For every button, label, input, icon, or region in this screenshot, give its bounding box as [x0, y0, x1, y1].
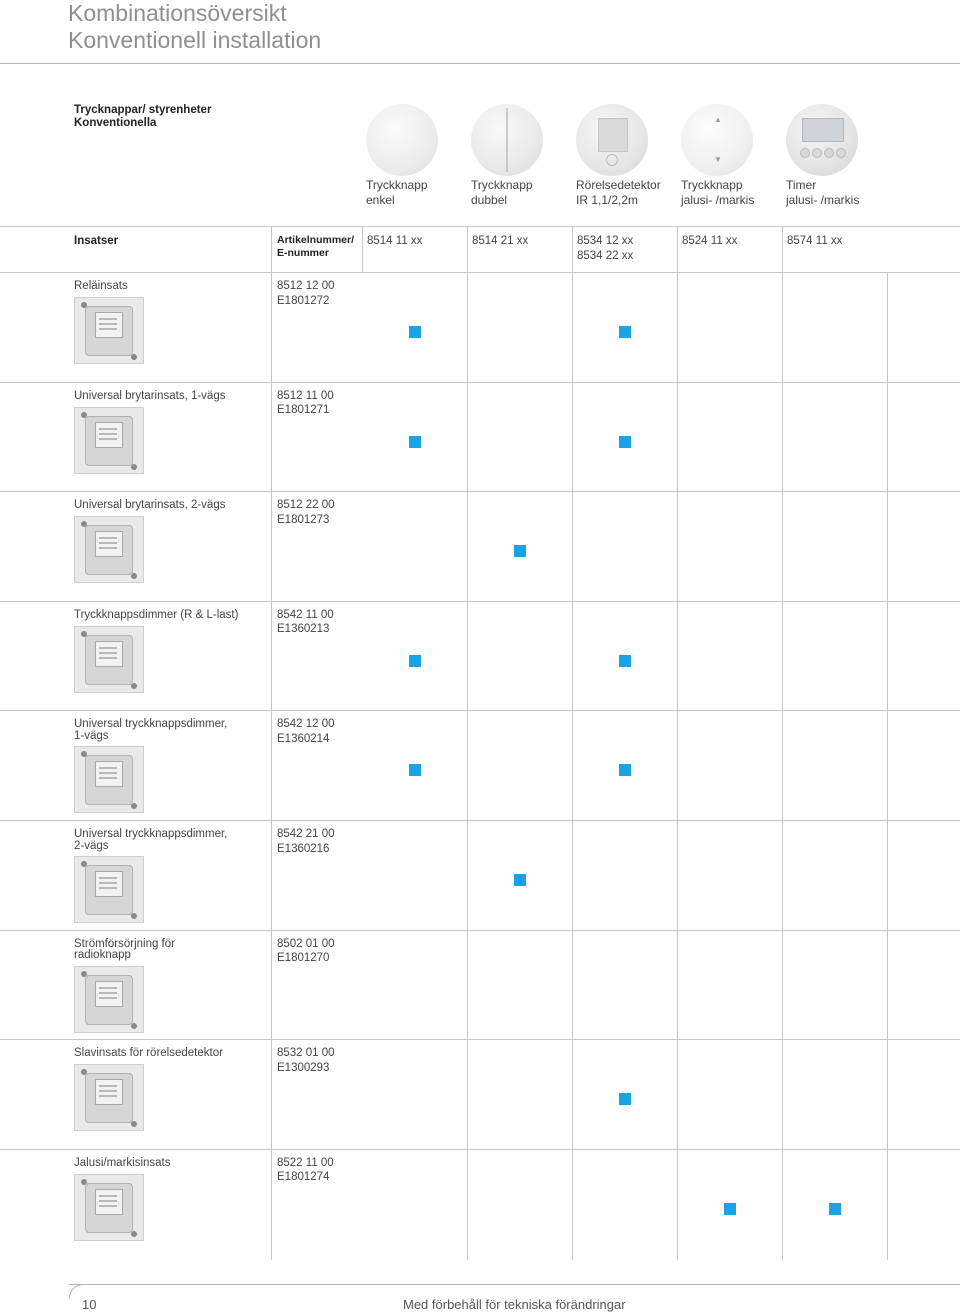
insert-name-line-1: Universal brytarinsats, 1-vägs: [74, 389, 226, 402]
product-label-line-1: Tryckknapp: [471, 178, 533, 192]
insert-module: [95, 1079, 123, 1105]
insert-image: [74, 1174, 144, 1241]
row-divider: [0, 820, 960, 821]
insert-name-line-1: Slavinsats för rörelsedetektor: [74, 1047, 223, 1060]
page-number: 10: [82, 1297, 97, 1312]
row-divider: [0, 710, 960, 711]
e-number-value: E1360213: [277, 623, 330, 636]
column-header: [367, 234, 422, 249]
insert-name: [74, 829, 264, 852]
column-header-line-1: 8514 11 xx: [367, 235, 423, 247]
article-number-value: 8512 11 00: [277, 389, 334, 402]
insert-name-line-1: Tryckknappsdimmer (R & L-last): [74, 608, 239, 621]
article-number: [277, 1156, 334, 1185]
screw-icon: [81, 302, 87, 308]
page-title: [68, 0, 321, 54]
inserts-header: Insatser: [74, 235, 119, 247]
insert-name-line-1: Jalusi/markisinsats: [74, 1156, 171, 1169]
article-number-value: 8542 21 00: [277, 828, 335, 840]
product-motion-detector: [576, 104, 681, 207]
compatibility-marker: [619, 326, 631, 338]
column-header-line-1: 8574 11 xx: [787, 235, 843, 247]
compatibility-marker: [829, 1203, 841, 1215]
insert-name-line-1: Strömförsörjning för: [74, 937, 175, 950]
e-number-value: E1801270: [277, 952, 330, 965]
insert-module: [95, 312, 123, 338]
column-divider: [362, 226, 363, 272]
insert-name: [74, 1048, 264, 1060]
insert-image: [74, 856, 144, 923]
article-number: [277, 1046, 335, 1075]
footer-rule: [69, 1284, 960, 1285]
article-header-line-1: Artikelnummer/: [277, 234, 355, 246]
e-number-value: E1801272: [277, 294, 330, 307]
article-number-value: 8532 01 00: [277, 1047, 335, 1060]
timer-button: [836, 148, 846, 158]
compatibility-marker: [409, 655, 421, 667]
product-label: [471, 178, 533, 208]
timer-display: [802, 118, 844, 142]
e-number-value: E1360216: [277, 842, 330, 855]
compatibility-marker: [619, 436, 631, 448]
e-number-value: E1300293: [277, 1061, 330, 1074]
insert-name: [74, 610, 264, 622]
section-label-line-1: Trycknappar/ styrenheter: [74, 104, 212, 116]
e-number-value: E1360214: [277, 732, 330, 745]
row-divider: [0, 601, 960, 602]
article-number: [277, 717, 335, 746]
screw-icon: [81, 631, 87, 637]
insert-name: [74, 281, 264, 293]
product-label-line-2: enkel: [366, 193, 395, 207]
insert-module: [95, 981, 123, 1007]
screw-icon: [81, 1179, 87, 1185]
screw-icon: [131, 573, 137, 579]
product-label: [786, 178, 859, 208]
insert-name-line-2: radioknapp: [74, 949, 131, 962]
screw-icon: [131, 1023, 137, 1029]
product-blind-switch: [681, 104, 786, 207]
e-number-value: E1801273: [277, 513, 330, 526]
insert-name-line-2: 1-vägs: [74, 729, 109, 742]
screw-icon: [131, 1231, 137, 1237]
insert-image: [74, 966, 144, 1033]
screw-icon: [131, 1121, 137, 1127]
arrow-down-icon: ▼: [714, 155, 722, 164]
product-label-line-2: jalusi- /markis: [681, 193, 755, 207]
timer-image: [786, 104, 858, 176]
row-divider: [0, 930, 960, 931]
insert-image: [74, 297, 144, 364]
insert-module: [95, 531, 123, 557]
screw-icon: [131, 464, 137, 470]
article-number: [277, 608, 334, 637]
insert-image: [74, 746, 144, 813]
product-label-line-1: Tryckknapp: [366, 178, 428, 192]
screw-icon: [81, 861, 87, 867]
row-divider: [0, 272, 960, 273]
compatibility-marker: [619, 1093, 631, 1105]
article-number: [277, 389, 334, 418]
footer-corner: [69, 1284, 83, 1298]
screw-icon: [131, 683, 137, 689]
ir-motion-detector-image: [576, 104, 648, 176]
product-label-line-2: dubbel: [471, 193, 508, 207]
insert-name-line-2: 2-vägs: [74, 839, 109, 852]
section-label: [74, 104, 211, 130]
screw-icon: [81, 412, 87, 418]
arrow-up-icon: ▲: [714, 115, 722, 124]
screw-icon: [131, 354, 137, 360]
compatibility-marker: [409, 326, 421, 338]
product-label: [681, 178, 754, 208]
table-top-rule: [0, 226, 960, 227]
article-number-value: 8522 11 00: [277, 1156, 334, 1169]
product-label-line-1: Timer: [786, 178, 817, 192]
product-label-line-2: jalusi- /markis: [786, 193, 860, 207]
detector-lens: [598, 118, 628, 152]
insert-module: [95, 871, 123, 897]
row-divider: [0, 382, 960, 383]
insert-name: [74, 500, 264, 512]
product-timer: [786, 104, 891, 207]
product-label-line-2: IR 1,1/2,2m: [576, 193, 639, 207]
insert-image: [74, 407, 144, 474]
compatibility-marker: [409, 764, 421, 776]
screw-icon: [131, 913, 137, 919]
screw-icon: [81, 971, 87, 977]
footer-note: Med förbehåll för tekniska förändringar: [403, 1297, 626, 1312]
insert-name: [74, 1158, 264, 1170]
single-rocker-image: [366, 104, 438, 176]
article-number: [277, 498, 335, 527]
column-header: [787, 234, 842, 249]
timer-button: [812, 148, 822, 158]
article-number: [277, 827, 335, 856]
row-divider: [0, 1149, 960, 1150]
insert-name: [74, 719, 264, 742]
insert-module: [95, 422, 123, 448]
compatibility-marker: [514, 874, 526, 886]
compatibility-marker: [409, 436, 421, 448]
insert-name-line-1: Universal tryckknappsdimmer,: [74, 718, 228, 731]
article-number-value: 8512 22 00: [277, 499, 335, 512]
insert-name: [74, 939, 264, 962]
insert-module: [95, 641, 123, 667]
product-label-line-1: Tryckknapp: [681, 178, 743, 192]
insert-name-line-1: Universal tryckknappsdimmer,: [74, 828, 228, 840]
detector-button: [606, 154, 618, 166]
title-line-1: Kombinationsöversikt: [68, 0, 287, 26]
column-divider: [887, 272, 888, 1260]
insert-name: [74, 391, 264, 403]
product-single-rocker: [366, 104, 471, 207]
column-header-line-2: 8534 22 xx: [577, 249, 634, 262]
insert-module: [95, 761, 123, 787]
row-divider: [0, 1039, 960, 1040]
article-number-value: 8512 12 00: [277, 280, 335, 292]
compatibility-marker: [619, 764, 631, 776]
compatibility-marker: [619, 655, 631, 667]
article-number: [277, 937, 335, 966]
title-divider: [0, 63, 960, 64]
article-header-line-2: E-nummer: [277, 247, 329, 259]
column-header-line-1: 8534 12 xx: [577, 235, 634, 247]
e-number-value: E1801271: [277, 404, 330, 417]
e-number-value: E1801274: [277, 1171, 330, 1184]
article-number-header: [277, 234, 354, 260]
compatibility-marker: [724, 1203, 736, 1215]
product-double-rocker: [471, 104, 576, 207]
column-header: [682, 234, 737, 249]
screw-icon: [131, 803, 137, 809]
column-header: [577, 234, 633, 263]
row-divider: [0, 491, 960, 492]
title-line-2: Konventionell installation: [68, 27, 322, 53]
double-rocker-image: [471, 104, 543, 176]
blind-switch-image: [681, 104, 753, 176]
insert-module: [95, 1189, 123, 1215]
insert-image: [74, 1064, 144, 1131]
timer-button: [824, 148, 834, 158]
section-label-line-2: Konventionella: [74, 117, 157, 129]
article-number-value: 8542 11 00: [277, 608, 334, 621]
product-label: [576, 178, 661, 208]
insert-image: [74, 516, 144, 583]
insert-name-line-1: Reläinsats: [74, 280, 128, 292]
product-label: [366, 178, 428, 208]
insert-name-line-1: Universal brytarinsats, 2-vägs: [74, 499, 226, 512]
column-header-line-1: 8524 11 xx: [682, 235, 738, 247]
timer-button: [800, 148, 810, 158]
column-header-line-1: 8514 21 xx: [472, 235, 529, 247]
product-label-line-1: Rörelsedetektor: [576, 178, 661, 192]
compatibility-marker: [514, 545, 526, 557]
article-number-value: 8542 12 00: [277, 718, 335, 731]
article-number-value: 8502 01 00: [277, 937, 335, 950]
insert-image: [74, 626, 144, 693]
column-header: [472, 234, 528, 249]
article-number: [277, 279, 335, 308]
